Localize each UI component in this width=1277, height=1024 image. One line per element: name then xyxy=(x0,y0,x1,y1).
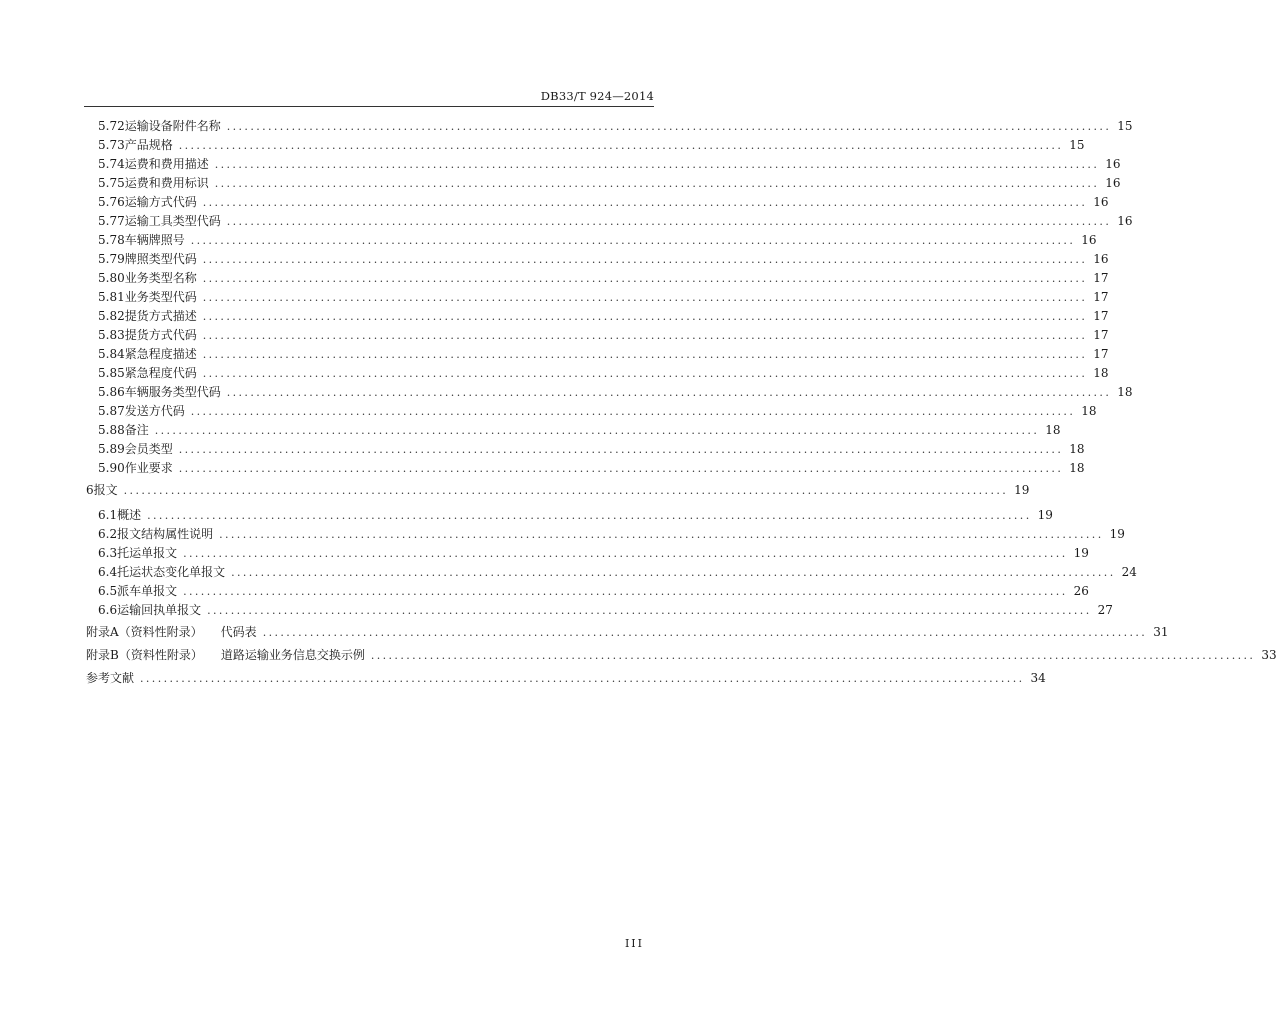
toc-leader-dots: ...................................................................................................................................................... xyxy=(226,386,1112,399)
toc-entry-title: 道路运输业务信息交换示例 xyxy=(220,648,365,662)
toc-entry-title: 紧急程度描述 xyxy=(124,347,197,361)
toc-leader-dots: ...................................................................................................................................................... xyxy=(202,348,1088,361)
toc-entry-page: 18 xyxy=(1045,423,1061,437)
toc-entry[interactable] xyxy=(0,269,1109,288)
toc-entry-title: 代码表 xyxy=(220,625,257,639)
toc-entry[interactable] xyxy=(0,481,1030,500)
toc-leader-dots: ...................................................................................................................................................... xyxy=(178,443,1064,456)
toc-entry-number: 5.84 xyxy=(98,347,125,361)
toc-leader-dots: ...................................................................................................................................................... xyxy=(190,234,1076,247)
toc-leader-dots: ...................................................................................................................................................... xyxy=(147,509,1032,522)
toc-entry-page: 16 xyxy=(1105,176,1121,190)
toc-entry[interactable] xyxy=(0,193,1109,212)
toc-entry-title: 业务类型代码 xyxy=(124,290,197,304)
toc-entry[interactable] xyxy=(0,212,1133,231)
toc-entry-title: 托运单报文 xyxy=(117,546,178,560)
toc-entry-number: 6 xyxy=(86,483,94,497)
toc-entry[interactable] xyxy=(0,402,1097,421)
toc-entry-number: 5.74 xyxy=(98,157,125,171)
toc-entry-title: 牌照类型代码 xyxy=(124,252,197,266)
toc-entry-number: 6.1 xyxy=(98,508,118,522)
toc-entry[interactable] xyxy=(0,421,1061,440)
toc-leader-dots: ...................................................................................................................................................... xyxy=(214,158,1100,171)
toc-entry-number: 6.2 xyxy=(98,527,118,541)
toc-leader-dots: ...................................................................................................................................................... xyxy=(183,585,1068,598)
toc-entry-page: 17 xyxy=(1093,309,1109,323)
toc-entry[interactable] xyxy=(0,250,1109,269)
toc-entry-title: 运输回执单报文 xyxy=(117,603,202,617)
toc-entry-title: 车辆服务类型代码 xyxy=(124,385,221,399)
toc-entry[interactable] xyxy=(0,440,1085,459)
toc-entry-page: 19 xyxy=(1037,508,1053,522)
toc-entry-number: 6.5 xyxy=(98,584,118,598)
toc-leader-dots: ...................................................................................................................................................... xyxy=(219,528,1104,541)
toc-leader-dots: ...................................................................................................................................................... xyxy=(202,329,1088,342)
toc-entry-title: 作业要求 xyxy=(124,461,173,475)
toc-entry-title: 产品规格 xyxy=(124,138,173,152)
toc-entry-title: 业务类型名称 xyxy=(124,271,197,285)
toc-entry[interactable] xyxy=(0,307,1109,326)
toc-entry-number: 5.87 xyxy=(98,404,125,418)
toc-entry-title: 运费和费用标识 xyxy=(124,176,209,190)
toc-entry[interactable] xyxy=(0,601,1113,620)
toc-entry-number: 6.4 xyxy=(98,565,118,579)
toc-entry-title: 运输方式代码 xyxy=(124,195,197,209)
toc-entry-page: 17 xyxy=(1093,271,1109,285)
toc-entry-number: 5.83 xyxy=(98,328,125,342)
toc-leader-dots: ...................................................................................................................................................... xyxy=(140,672,1025,685)
toc-entry-number: 5.79 xyxy=(98,252,125,266)
toc-entry[interactable] xyxy=(0,117,1133,136)
toc-entry-page: 27 xyxy=(1097,603,1113,617)
toc-entry[interactable] xyxy=(0,383,1133,402)
toc-entry-page: 18 xyxy=(1081,404,1097,418)
toc-leader-dots: ...................................................................................................................................................... xyxy=(183,547,1068,560)
toc-entry-page: 24 xyxy=(1121,565,1137,579)
toc-entry-page: 16 xyxy=(1105,157,1121,171)
toc-entry-number: 5.90 xyxy=(98,461,125,475)
toc-leader-dots: ...................................................................................................................................................... xyxy=(202,253,1088,266)
toc-entry-title: 会员类型 xyxy=(124,442,173,456)
toc-entry-page: 19 xyxy=(1109,527,1125,541)
toc-entry-page: 26 xyxy=(1073,584,1089,598)
toc-leader-dots: ...................................................................................................................................................... xyxy=(207,604,1092,617)
toc-entry-page: 17 xyxy=(1093,290,1109,304)
toc-entry-number: 5.89 xyxy=(98,442,125,456)
toc-entry-title: 车辆牌照号 xyxy=(124,233,185,247)
toc-entry-page: 16 xyxy=(1093,252,1109,266)
toc-leader-dots: ...................................................................................................................................................... xyxy=(202,367,1088,380)
toc-leader-dots: ...................................................................................................................................................... xyxy=(202,272,1088,285)
toc-entry-title: 托运状态变化单报文 xyxy=(117,565,226,579)
toc-entry-number: 5.73 xyxy=(98,138,125,152)
toc-leader-dots: ...................................................................................................................................................... xyxy=(226,120,1112,133)
toc-leader-dots: ...................................................................................................................................................... xyxy=(190,405,1076,418)
toc-entry-title: 提货方式代码 xyxy=(124,328,197,342)
toc-entry-page: 19 xyxy=(1014,483,1030,497)
toc-entry-page: 18 xyxy=(1069,442,1085,456)
toc-entry-page: 16 xyxy=(1093,195,1109,209)
toc-entry-number: 5.82 xyxy=(98,309,125,323)
toc-entry[interactable] xyxy=(0,459,1085,478)
toc-leader-dots: ...................................................................................................................................................... xyxy=(154,424,1040,437)
header-rule xyxy=(84,106,654,107)
toc-entry-number: 5.75 xyxy=(98,176,125,190)
toc-entry[interactable] xyxy=(0,506,1053,525)
toc-entry-number: 5.78 xyxy=(98,233,125,247)
toc-entry-page: 18 xyxy=(1117,385,1133,399)
toc-entry-number: 5.76 xyxy=(98,195,125,209)
toc-entry[interactable] xyxy=(0,174,1121,193)
toc-entry[interactable] xyxy=(0,646,1277,665)
toc-entry-title: 提货方式描述 xyxy=(124,309,197,323)
toc-entry[interactable] xyxy=(0,525,1125,544)
toc-entry-number: 6.3 xyxy=(98,546,118,560)
toc-entry-page: 17 xyxy=(1093,328,1109,342)
toc-entry-title: 备注 xyxy=(124,423,149,437)
toc-entry-number: 5.86 xyxy=(98,385,125,399)
toc-entry-number: 5.88 xyxy=(98,423,125,437)
toc-entry-number: 5.77 xyxy=(98,214,125,228)
toc-entry-title: 报文结构属性说明 xyxy=(117,527,214,541)
toc-entry[interactable] xyxy=(0,364,1109,383)
toc-entry[interactable] xyxy=(0,136,1085,155)
toc-entry-number: 附录B（资料性附录） xyxy=(86,648,203,662)
toc-entry-page: 15 xyxy=(1069,138,1085,152)
toc-entry[interactable] xyxy=(0,326,1109,345)
toc-entry-number: 6.6 xyxy=(98,603,118,617)
toc-entry-number: 附录A（资料性附录） xyxy=(86,625,203,639)
toc-entry-page: 16 xyxy=(1117,214,1133,228)
toc-leader-dots: ...................................................................................................................................................... xyxy=(262,626,1148,639)
toc-entry-page: 18 xyxy=(1069,461,1085,475)
toc-leader-dots: ...................................................................................................................................................... xyxy=(202,291,1088,304)
toc-entry-page: 16 xyxy=(1081,233,1097,247)
toc-entry-page: 15 xyxy=(1117,119,1133,133)
toc-entry[interactable] xyxy=(0,231,1097,250)
toc-entry-page: 19 xyxy=(1073,546,1089,560)
toc-entry-page: 31 xyxy=(1153,625,1169,639)
toc-entry[interactable] xyxy=(0,623,1169,642)
toc-leader-dots: ...................................................................................................................................................... xyxy=(202,196,1088,209)
toc-leader-dots: ...................................................................................................................................................... xyxy=(370,649,1256,662)
toc-leader-dots: ...................................................................................................................................................... xyxy=(202,310,1088,323)
toc-leader-dots: ...................................................................................................................................................... xyxy=(178,139,1064,152)
toc-entry-page: 17 xyxy=(1093,347,1109,361)
toc-entry-title: 概述 xyxy=(117,508,142,522)
toc-entry[interactable] xyxy=(0,345,1109,364)
toc-entry[interactable] xyxy=(0,288,1109,307)
toc-entry-page: 18 xyxy=(1093,366,1109,380)
toc-entry-number: 5.80 xyxy=(98,271,125,285)
toc-entry-page: 34 xyxy=(1030,671,1046,685)
toc-entry-title: 运输工具类型代码 xyxy=(124,214,221,228)
toc-leader-dots: ...................................................................................................................................................... xyxy=(226,215,1112,228)
toc-entry[interactable] xyxy=(0,155,1121,174)
toc-entry-page: 33 xyxy=(1261,648,1277,662)
toc-entry-title: 运费和费用描述 xyxy=(124,157,209,171)
toc-entry-title: 紧急程度代码 xyxy=(124,366,197,380)
page-number-footer: III xyxy=(624,937,644,950)
toc-entry-title: 报文 xyxy=(93,483,118,497)
toc-entry-title: 参考文献 xyxy=(86,671,135,685)
toc-leader-dots: ...................................................................................................................................................... xyxy=(214,177,1100,190)
toc-entry-title: 发送方代码 xyxy=(124,404,185,418)
toc-entry-title: 派车单报文 xyxy=(117,584,178,598)
toc-entry[interactable] xyxy=(0,669,1046,688)
toc-leader-dots: ...................................................................................................................................................... xyxy=(231,566,1116,579)
toc-entry[interactable] xyxy=(0,544,1089,563)
toc-leader-dots: ...................................................................................................................................................... xyxy=(123,484,1009,497)
toc-entry[interactable] xyxy=(0,563,1137,582)
toc-entry[interactable] xyxy=(0,582,1089,601)
toc-entry-title: 运输设备附件名称 xyxy=(124,119,221,133)
toc-leader-dots: ...................................................................................................................................................... xyxy=(178,462,1064,475)
toc-entry-number: 5.81 xyxy=(98,290,125,304)
toc-entry-number: 5.72 xyxy=(98,119,125,133)
standard-code-header: DB33/T 924—2014 xyxy=(540,89,654,103)
toc-entry-number: 5.85 xyxy=(98,366,125,380)
